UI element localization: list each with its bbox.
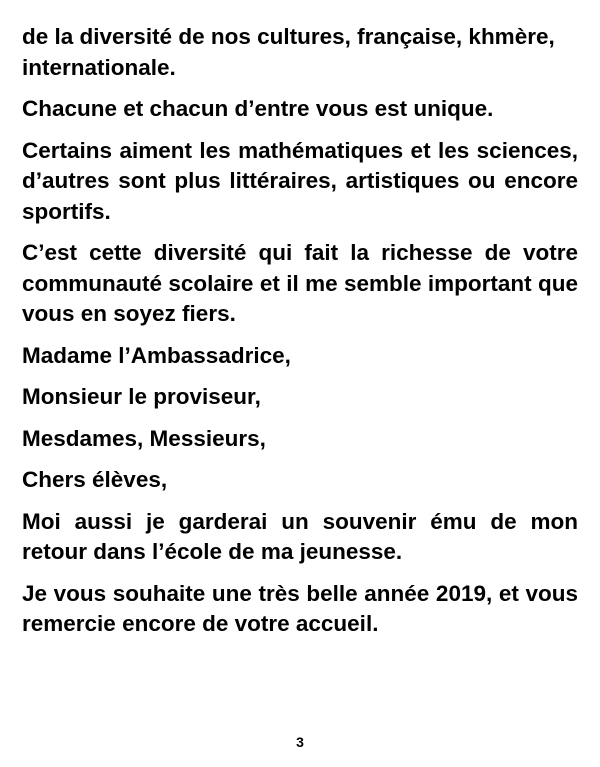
paragraph-richness: C’est cette diversité qui fait la richesse de votre communauté scolaire et il me semble important que vous en soyez fiers. <box>22 240 578 326</box>
paragraph-diversity-cultures: de la diversité de nos cultures, française, khmère, internationale. <box>22 24 555 80</box>
paragraph-closing-wishes: Je vous souhaite une très belle année 2019, et vous remercie encore de votre accueil. <box>22 580 578 636</box>
salutation-students: Chers élèves, <box>22 467 168 492</box>
salutation-principal: Monsieur le proviseur, <box>22 384 261 409</box>
salutation-ambassador: Madame l’Ambassadrice, <box>22 342 291 368</box>
paragraph-unique: Chacune et chacun d’entre vous est unique. <box>22 96 494 121</box>
speech-text <box>22 22 578 651</box>
paragraph-memory: Moi aussi je garderai un souvenir ému de mon retour dans l’école de ma jeunesse. <box>22 508 578 564</box>
salutation-ladies-gentlemen: Mesdames, Messieurs, <box>22 425 266 451</box>
page-number: 3 <box>296 734 304 750</box>
paragraph-interests: Certains aiment les mathématiques et les sciences, d’autres sont plus littéraires, artistiques ou encore sportifs. <box>22 137 578 224</box>
